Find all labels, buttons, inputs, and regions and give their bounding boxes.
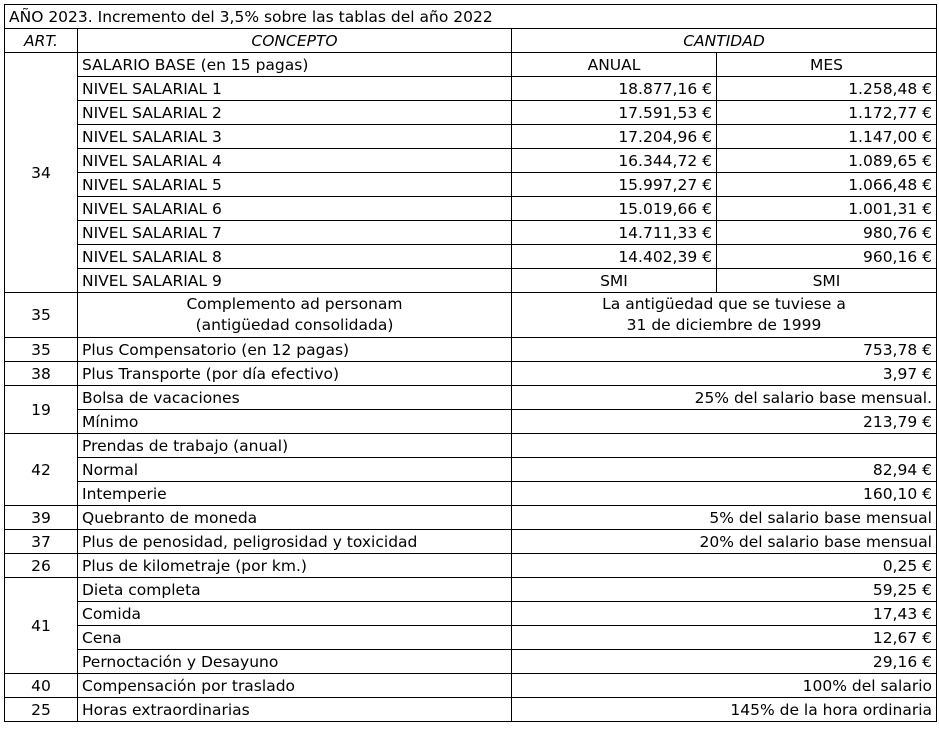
table-row [5, 650, 937, 674]
table-row [5, 410, 937, 434]
concepto-cell: Plus de kilometraje (por km.) [78, 554, 512, 578]
table-row [5, 698, 937, 722]
concepto-cell: NIVEL SALARIAL 4 [78, 149, 512, 173]
table-row [5, 626, 937, 650]
anual-header: ANUAL [512, 53, 717, 77]
concepto-line: (antigüedad consolidada) [195, 316, 394, 334]
concepto-cell: Bolsa de vacaciones [78, 386, 512, 410]
concepto-cell: Pernoctación y Desayuno [78, 650, 512, 674]
cantidad-cell: 17,43 € [512, 602, 937, 626]
art-number: 34 [5, 53, 78, 293]
cantidad-cell [512, 434, 937, 458]
anual-value: 14.711,33 € [512, 221, 717, 245]
cantidad-cell: 59,25 € [512, 578, 937, 602]
header-art: ART. [5, 29, 78, 53]
cantidad-cell: 20% del salario base mensual [512, 530, 937, 554]
art-number: 40 [5, 674, 78, 698]
table-row [5, 386, 937, 410]
cantidad-cell: 100% del salario [512, 674, 937, 698]
concepto-cell: NIVEL SALARIAL 7 [78, 221, 512, 245]
cantidad-cell: 5% del salario base mensual [512, 506, 937, 530]
art-number: 39 [5, 506, 78, 530]
mes-value: 1.258,48 € [717, 77, 937, 101]
cantidad-cell: 12,67 € [512, 626, 937, 650]
cantidad-cell [512, 293, 937, 338]
anual-value: 14.402,39 € [512, 245, 717, 269]
mes-value: 960,16 € [717, 245, 937, 269]
table-row [5, 482, 937, 506]
cantidad-cell: 213,79 € [512, 410, 937, 434]
anual-value: 17.204,96 € [512, 125, 717, 149]
table-row [5, 338, 937, 362]
title-row [5, 5, 937, 29]
table-row [5, 101, 937, 125]
table-title: AÑO 2023. Incremento del 3,5% sobre las tablas del año 2022 [5, 5, 937, 29]
anual-value: 15.997,27 € [512, 173, 717, 197]
cantidad-cell: 3,97 € [512, 362, 937, 386]
art-number: 26 [5, 554, 78, 578]
table-row [5, 125, 937, 149]
table-row [5, 245, 937, 269]
concepto-line: Complemento ad personam [186, 295, 403, 313]
mes-value: 1.066,48 € [717, 173, 937, 197]
concepto-cell: Intemperie [78, 482, 512, 506]
cantidad-cell: 753,78 € [512, 338, 937, 362]
concepto-cell: Prendas de trabajo (anual) [78, 434, 512, 458]
art-number: 37 [5, 530, 78, 554]
table-row [5, 530, 937, 554]
mes-value: 1.089,65 € [717, 149, 937, 173]
table-row [5, 197, 937, 221]
concepto-cell: NIVEL SALARIAL 1 [78, 77, 512, 101]
table-row [5, 578, 937, 602]
anual-value: 16.344,72 € [512, 149, 717, 173]
concepto-cell: Quebranto de moneda [78, 506, 512, 530]
art-number: 38 [5, 362, 78, 386]
table-row [5, 269, 937, 293]
concepto-cell: Plus de penosidad, peligrosidad y toxicidad [78, 530, 512, 554]
cantidad-line: 31 de diciembre de 1999 [626, 316, 822, 334]
salary-table [4, 4, 937, 722]
art-number: 41 [5, 578, 78, 674]
concepto-cell: Cena [78, 626, 512, 650]
concepto-cell: NIVEL SALARIAL 8 [78, 245, 512, 269]
art-number: 25 [5, 698, 78, 722]
header-concepto: CONCEPTO [78, 29, 512, 53]
anual-value: 17.591,53 € [512, 101, 717, 125]
concepto-cell: Dieta completa [78, 578, 512, 602]
art-number: 35 [5, 293, 78, 338]
mes-header: MES [717, 53, 937, 77]
mes-value: 1.001,31 € [717, 197, 937, 221]
mes-value: 1.172,77 € [717, 101, 937, 125]
table-row [5, 53, 937, 77]
concepto-cell: Normal [78, 458, 512, 482]
table-row [5, 602, 937, 626]
concepto-cell: NIVEL SALARIAL 6 [78, 197, 512, 221]
cantidad-cell: 82,94 € [512, 458, 937, 482]
concepto-cell: Compensación por traslado [78, 674, 512, 698]
mes-value: 980,76 € [717, 221, 937, 245]
concepto-cell: NIVEL SALARIAL 5 [78, 173, 512, 197]
concepto-cell: Horas extraordinarias [78, 698, 512, 722]
table-row [5, 458, 937, 482]
table-row [5, 173, 937, 197]
concepto-cell: Mínimo [78, 410, 512, 434]
concepto-cell: Comida [78, 602, 512, 626]
mes-value: 1.147,00 € [717, 125, 937, 149]
concepto-cell: NIVEL SALARIAL 2 [78, 101, 512, 125]
header-row [5, 29, 937, 53]
art-number: 19 [5, 386, 78, 434]
concepto-cell: NIVEL SALARIAL 3 [78, 125, 512, 149]
table-row [5, 362, 937, 386]
cantidad-cell: 29,16 € [512, 650, 937, 674]
mes-value: SMI [717, 269, 937, 293]
anual-value: SMI [512, 269, 717, 293]
table-row [5, 434, 937, 458]
art-number: 35 [5, 338, 78, 362]
concepto-cell [78, 293, 512, 338]
concepto-cell: Plus Transporte (por día efectivo) [78, 362, 512, 386]
cantidad-cell: 25% del salario base mensual. [512, 386, 937, 410]
concepto-cell: SALARIO BASE (en 15 pagas) [78, 53, 512, 77]
cantidad-cell: 145% de la hora ordinaria [512, 698, 937, 722]
table-row [5, 674, 937, 698]
art-number: 42 [5, 434, 78, 506]
table-row [5, 221, 937, 245]
cantidad-cell: 160,10 € [512, 482, 937, 506]
table-row [5, 506, 937, 530]
table-row [5, 149, 937, 173]
cantidad-cell: 0,25 € [512, 554, 937, 578]
cantidad-line: La antigüedad que se tuviese a [602, 295, 846, 313]
concepto-cell: Plus Compensatorio (en 12 pagas) [78, 338, 512, 362]
table-row [5, 293, 937, 338]
anual-value: 15.019,66 € [512, 197, 717, 221]
concepto-cell: NIVEL SALARIAL 9 [78, 269, 512, 293]
table-row [5, 77, 937, 101]
header-cantidad: CANTIDAD [512, 29, 937, 53]
anual-value: 18.877,16 € [512, 77, 717, 101]
table-row [5, 554, 937, 578]
